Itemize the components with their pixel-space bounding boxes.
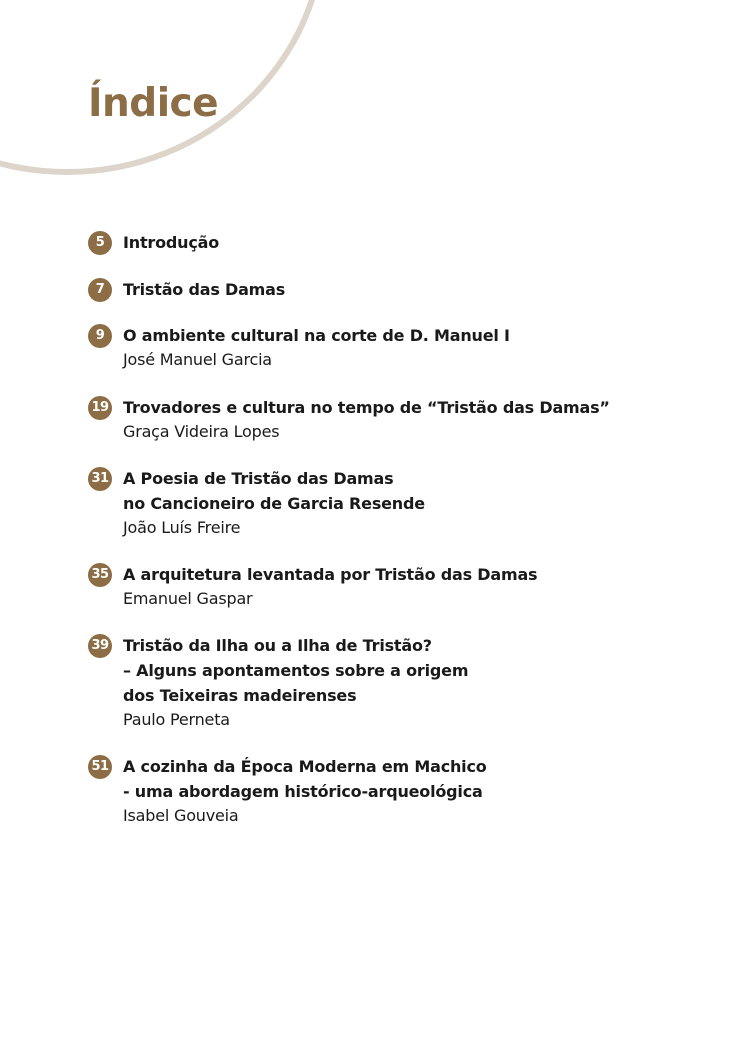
page-number-badge: 35: [88, 563, 112, 587]
entry-author: José Manuel Garcia: [123, 350, 272, 369]
entry-title: O ambiente cultural na corte de D. Manuel I: [123, 326, 510, 345]
entry-author: Emanuel Gaspar: [123, 589, 253, 608]
entry-author: João Luís Freire: [123, 518, 241, 537]
entry-title: – Alguns apontamentos sobre a origem: [123, 661, 469, 680]
entry-title: dos Teixeiras madeirenses: [123, 686, 357, 705]
page-number-badge: 39: [88, 634, 112, 658]
page-number-badge: 7: [88, 278, 112, 302]
entry-title: A cozinha da Época Moderna em Machico: [123, 757, 487, 776]
page-number-badge: 5: [88, 231, 112, 255]
entry-title: Trovadores e cultura no tempo de “Tristão das Damas”: [123, 398, 610, 417]
page-number-badge: 51: [88, 755, 112, 779]
page-number-badge: 31: [88, 467, 112, 491]
entry-title: A arquitetura levantada por Tristão das Damas: [123, 565, 538, 584]
entry-title: - uma abordagem histórico-arqueológica: [123, 782, 483, 801]
entry-title: Introdução: [123, 233, 219, 252]
entry-title: Tristão das Damas: [123, 280, 286, 299]
entry-author: Paulo Perneta: [123, 710, 230, 729]
entry-title: A Poesia de Tristão das Damas: [123, 469, 394, 488]
entry-author: Isabel Gouveia: [123, 806, 239, 825]
entry-title: no Cancioneiro de Garcia Resende: [123, 494, 425, 513]
entry-title: Tristão da Ilha ou a Ilha de Tristão?: [123, 636, 432, 655]
page-number-badge: 9: [88, 324, 112, 348]
entry-author: Graça Videira Lopes: [123, 422, 280, 441]
page-number-badge: 19: [88, 396, 112, 420]
page-title: Índice: [88, 81, 219, 126]
